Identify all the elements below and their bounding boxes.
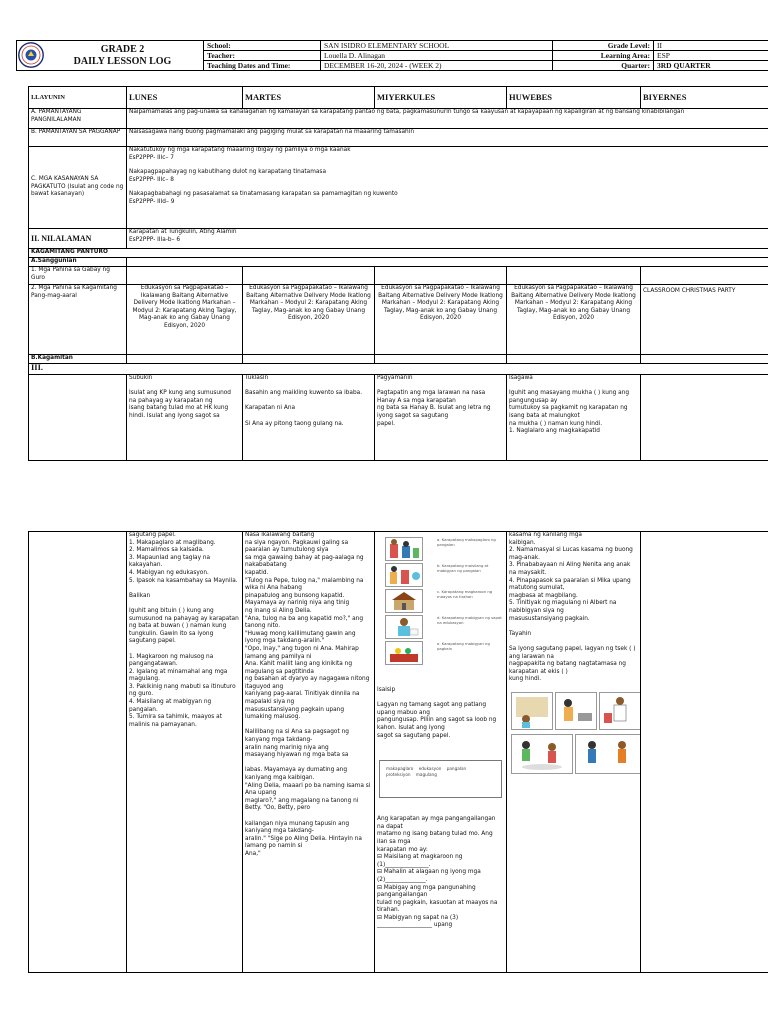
module-ref-thu: Edukasyon sa Pagpapakatao – Ikalawang Baitang Alternative Delivery Mode Ikatlong Markahan – Modyul 2: Karapatang Aking Taglay, Mag-anak ko ang Gabay Unang Edisyon, 2020 (507, 285, 641, 355)
procedure-wed (375, 375, 507, 461)
continued-wed (375, 532, 507, 973)
choices-text: makapaglaro edukasyon pangalan proteksiyon magulang (386, 766, 467, 778)
lesson-table-continued (28, 531, 768, 973)
kagamitan-b-wed (375, 355, 507, 364)
school-value: SAN ISIDRO ELEMENTARY SCHOOL (321, 41, 553, 51)
c-code-2: EsP2PPP- IIIc– 8 (129, 176, 174, 183)
sanggunian-label: A.Sanggunian (29, 258, 127, 267)
subukin-text: Subukin Isulat ang KP kung ang sumusunod na pahayag ay karapatan ng isang batang tulad mo at HK kung hindi. Isulat ang iyong sagot sa (129, 375, 231, 419)
christmas-party-fri: CLASSROOM CHRISTMAS PARTY (641, 285, 768, 355)
row-text-ii (127, 229, 768, 249)
classroom-icon (512, 693, 552, 729)
dates-label: Teaching Dates and Time: (204, 61, 321, 71)
pagyamanin-text: Pagyamanin Pagtapatin ang mga larawan na nasa Hanay A sa mga karapatan ng bata sa Hanay B. Isulat ang letra ng iyong sagot sa sagutang papel. (377, 375, 491, 427)
row-label-ii: II. NILALAMAN (29, 229, 127, 249)
row-text-c (127, 147, 768, 229)
grade-level-value: II (654, 41, 768, 51)
school-label: School: (204, 41, 321, 51)
matching-label-c: c. Karapatang magkaroon ng maayos na tirahan (437, 589, 493, 599)
kids-icon (576, 735, 640, 773)
gabay-guro-thu (507, 267, 641, 285)
matching-image-5 (385, 641, 423, 665)
kagamitan-b-tue (243, 355, 375, 364)
doctor-icon (600, 693, 640, 729)
ii-topic: Karapatan at Tungkulin, Ating Alamin (129, 229, 237, 235)
matching-picture-area (377, 535, 504, 665)
matching-image-2 (385, 563, 423, 587)
tayahin-image-3 (599, 692, 641, 730)
section-iii-label: III. (29, 364, 768, 375)
layunin-header: I.LAYUNIN (29, 87, 127, 109)
house-icon (386, 590, 422, 612)
module-ref-mon: Edukasyon sa Pagpapakatao – Ikalawang Baitang Alternative Delivery Mode Ikatlong Markahan – Modyul 2: Karapatang Aking Taglay, Mag-anak ko ang Gabay Unang Edisyon, 2020 (127, 285, 243, 355)
matching-label-b: b. Karapatang maisilang at mabigyan ng pangalan (437, 563, 489, 573)
isaisip-text: Isaisip Lagyan ng tamang sagot ang patlang upang mabuo ang pangungusap. Piliin ang sagot sa loob ng kahon. Isulat ang iyong sagot sa sagutang papel. (377, 687, 497, 739)
children-icon (386, 538, 422, 560)
c-competency-2: Nakapagpapahayag ng kabutihang dulot ng karapatang tinatamasa (129, 169, 326, 176)
c-competency-3: Nakapagbabahagi ng pasasalamat sa tinatamasang karapatan sa pamamagitan ng kuwento (129, 191, 398, 198)
gabay-guro-label: 1. Mga Pahina sa Gabay ng Guro (29, 267, 127, 285)
row-text-b: Naisasagawa nang buong pagmamalaki ang pagiging mulat sa karapatan na maaaring tamasahin (127, 129, 768, 147)
learning-area-label: Learning Area: (553, 51, 654, 61)
c-competency-1: Nakatutukoy ng mga karapatang maaaring ibigay ng pamilya o mga kaanak (129, 147, 351, 153)
lesson-table (28, 86, 768, 461)
tayahin-image-2 (555, 692, 597, 730)
tayahin-image-5 (575, 734, 641, 774)
playing-children-icon (512, 735, 572, 773)
subukin-balikan-text: sagutang papel. 1. Makapaglaro at maglibang. 2. Mamalimos sa kalsada. 3. Mapaunlad ang taglay na kakayahan. 4. Mabigyan ng edukasyon. 5. Ipasok na kasambahay sa Maynila. Balikan Iguhit ang bituin ( ) kung ang sumusunod na pahayag ay karapatan ng bata at buwan ( ) naman kung tungkulin. Gawin ito sa iyong sagutang papel. 1. Magkaroon ng malusog na pangangatawan. 2. Igalang at minamahal ang mga magulang. 3. Pakikinig nang mabuti sa itinuturo ng guro. 4. Maisilang at mabigyan ng pangalan. 5. Tumira sa tahimik, maayos at malinis na pamayanan. (129, 532, 239, 728)
kagamitang-mag-aaral-label: 2. Mga Pahina sa Kagamitang Pang-mag-aaral (29, 285, 127, 355)
gabay-guro-mon (127, 267, 243, 285)
kagamitan-b-label: B.Kagamitan (29, 355, 127, 364)
kagamitan-b-mon (127, 355, 243, 364)
grade-title: GRADE 2 (100, 43, 145, 55)
family-icon (386, 564, 422, 586)
day-header-biyernes: BIYERNES (641, 87, 768, 109)
procedure-label-cell (29, 375, 127, 461)
procedure-mon (127, 375, 243, 461)
tayahin-images (509, 692, 638, 782)
teacher-label: Teacher: (204, 51, 321, 61)
row-label-c: C. MGA KASANAYAN SA PAGKATUTO (Isulat ang code ng bawat kasanayan) (29, 147, 127, 229)
row-label-a: A. PAMANTAYANG PANGNILALAMAN (29, 109, 127, 129)
title-cell (17, 41, 204, 71)
matching-image-3 (385, 589, 423, 613)
isagawa-tayahin-text: kasama ng kanilang mga kaibigan. 2. Namamasyal si Lucas kasama ng buong mag-anak. 3. Pinababayaan ni Aling Nenita ang anak na maysakit. 4. Pinapapasok sa paaralan si Mika upang matutong sumulat, magbasa at magbilang. 5. Tinitiyak ng magulang ni Albert na nabibigyan siya ng masusustansiyang pagkain. Tayahin Sa iyong sagutang papel, lagyan ng tsek ( ) ang larawan na nagpapakita ng batang nagtatamasa ng karapatan at ekis ( ) kung hindi. (509, 532, 636, 683)
procedure-thu (507, 375, 641, 461)
continued-mon (127, 532, 243, 973)
gabay-guro-tue (243, 267, 375, 285)
procedure-fri (641, 375, 768, 461)
row-text-a: Naipamamalas ang pag-unawa sa kahalagahan ng kamalayan sa karapatang pantao ng bata, pagkamasunurin tungo sa kaayusan at kapayapaan ng kapaligiran at ng bansang kinabibilangan (127, 109, 768, 129)
matching-label-e: e. Karapatang mabigyan ng pagkain (437, 641, 490, 651)
continued-fri (641, 532, 768, 973)
student-icon (386, 616, 422, 638)
teacher-value: Louella D. Alinagan (321, 51, 553, 61)
c-code-1: EsP2PPP- IIIc– 7 (129, 154, 174, 161)
cooking-icon (556, 693, 596, 729)
continued-thu (507, 532, 641, 973)
gabay-guro-fri (641, 267, 768, 285)
gabay-guro-wed (375, 267, 507, 285)
tayahin-image-4 (511, 734, 573, 774)
day-header-lunes: LUNES (127, 87, 243, 109)
matching-label-a: a. Karapatang makapaglaro ng pangalan (437, 537, 496, 547)
sanggunian-empty (127, 258, 768, 267)
kagamitan-b-fri (641, 355, 768, 364)
module-ref-tue: Edukasyon sa Pagpapakatao – Ikalawang Baitang Alternative Delivery Mode Ikatlong Markahan – Modyul 2: Karapatang Aking Taglay, Mag-anak ko ang Gabay Unang Edisyon, 2020 (243, 285, 375, 355)
quarter-value: 3RD QUARTER (654, 61, 768, 71)
tuklasin-text: Tuklasin Basahin ang maikling kuwento sa ibaba. Karapatan ni Ana Si Ana ay pitong taong gulang na. (245, 375, 363, 427)
matching-image-1 (385, 537, 423, 561)
continued-tue (243, 532, 375, 973)
quarter-label: Quarter: (553, 61, 654, 71)
matching-label-d: d. Karapatang mabigyan ng sapat na edukasyon (437, 615, 502, 625)
learning-area-value: ESP (654, 51, 768, 61)
module-ref-wed: Edukasyon sa Pagpapakatao – Ikalawang Baitang Alternative Delivery Mode Ikatlong Markahan – Modyul 2: Karapatang Aking Taglay, Mag-anak ko ang Gabay Unang Edisyon, 2020 (375, 285, 507, 355)
header-table (16, 40, 768, 71)
kagamitan-panturo-label: KAGAMITANG PANTURO (29, 249, 768, 258)
matching-image-4 (385, 615, 423, 639)
story-ana-text: Nasa ikalawang baitang na siya ngayon. Pagkauwi galing sa paaralan ay tumutulong siya sa mga gawaing bahay at pag-aalaga ng nakababatang kapatid. "Tulog na Pepe, tulog na," malambing na wika ni Ana habang pinapatulog ang bunsong kapatid. Mayamaya ay narinig niya ang tinig ng inang si Aling Delia. "Ana, tulog na ba ang kapatid mo?," ang tanong nito. "Huwag mong kalilimutang gawin ang iyong mga takdang-aralin." "Opo, Inay," ang tugon ni Ana. Mahirap lamang ang pamilya ni Ana. Kahit maliit lang ang kinikita ng magulang sa pagtitinda ng basahan at dyaryo ay nagagawa nitong itaguyod ang kaniyang pag-aaral. Tinitiyak dinnila na mapalaki siya ng masusustansiyang pagkain upang lumaking malusog. Nalilibang na si Ana sa pagsagot ng kanyang mga takdang- aralin nang marinig niya ang masayang hiyawan ng mga bata sa labas. Mayamaya ay dumating ang kaniyang mga kaibigan. "Aling Delia, maaari po ba naming isama si Ana upang maglaro?," ang magalang na tanong ni Betty. "Oo, Betty, pero kailangan niya munang tapusin ang kaniyang mga takdang- aralin." "Sige po Aling Delia. Hintayin na lamang po namin si Ana," (245, 532, 371, 857)
kagamitan-b-thu (507, 355, 641, 364)
day-header-martes: MARTES (243, 87, 375, 109)
matching-labels (437, 537, 503, 667)
day-header-huwebes: HUWEBES (507, 87, 641, 109)
continued-label-cell (29, 532, 127, 973)
row-label-b: B. PAMANTAYAN SA PAGGANAP (29, 129, 127, 147)
c-code-3: EsP2PPP- IIId– 9 (129, 198, 175, 205)
tayahin-image-1 (511, 692, 553, 730)
dates-value: DECEMBER 16-20, 2024 - (WEEK 2) (321, 61, 553, 71)
choices-box (379, 760, 502, 798)
ii-code: EsP2PPP- IIIa-b– 6 (129, 236, 181, 243)
isagawa-text: Isagawa Iguhit ang masayang mukha ( ) kung ang pangungusap ay tumutukoy sa pagkamit ng karapatan ng isang bata at malungkot na mukha ( ) naman kung hindi. 1. Naglalaro ang magkakapatid (509, 375, 630, 435)
grade-level-label: Grade Level: (553, 41, 654, 51)
karapatan-fill-in-text: Ang karapatan ay mga pangangailangan na dapat matamo ng isang batang tulad mo. Ang ilan sa mga karapatan mo ay: ⊟ Maisilang at magkaroon ng (1)_______________. ⊟ Mahalin at alagaan ng iyong mga (2)______________. ⊟ Mabigay ang mga pangunahing pangangailangan tulad ng pagkain, kasuotan at maayos na tirahan. ⊟ Mabigyan ng sapat na (3) ___________________ upang (377, 816, 498, 929)
food-table-icon (386, 642, 422, 664)
log-title: DAILY LESSON LOG (73, 55, 172, 67)
day-header-miyerkules: MIYERKULES (375, 87, 507, 109)
procedure-tue (243, 375, 375, 461)
